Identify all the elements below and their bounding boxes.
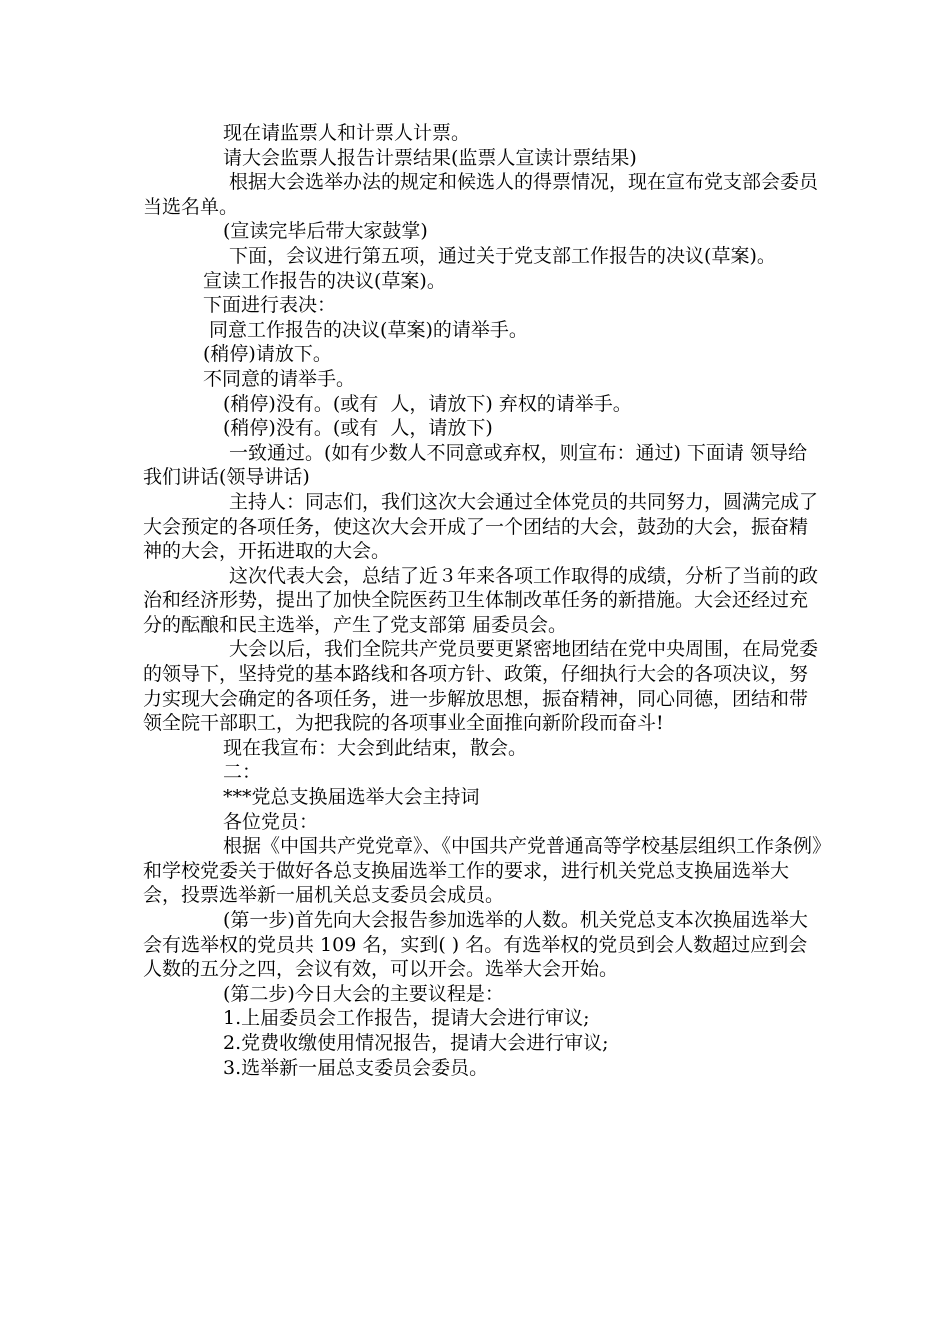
paragraph: 主持人：同志们，我们这次大会通过全体党员的共同努力，圆满完成了大会预定的各项任务，使这次大会开成了一个团结的大会，鼓劲的大会，振奋精神的大会，开拓进取的大会。 (143, 490, 819, 563)
paragraph: 一致通过。(如有少数人不同意或弃权，则宣布：通过) 下面请 领导给我们讲话(领导讲话) (143, 441, 807, 489)
paragraph: 宣读工作报告的决议(草案)。 (203, 269, 446, 292)
paragraph: 现在我宣布：大会到此结束，散会。 (223, 736, 528, 759)
paragraph: (宣读完毕后带大家鼓掌) (223, 220, 428, 243)
paragraph: 下面进行表决： (203, 294, 337, 317)
paragraph: 同意工作报告的决议(草案)的请举手。 (203, 318, 528, 341)
paragraph: 这次代表大会，总结了近３年来各项工作取得的成绩，分析了当前的政治和经济形势，提出了加快全院医药卫生体制改革任务的新措施。大会还经过充分的酝酿和民主选举，产生了党支部第 届委员会。 (143, 564, 819, 636)
paragraph: (稍停)没有。(或有 人，请放下) (223, 417, 493, 440)
paragraph: (稍停)没有。(或有 人，请放下) 弃权的请举手。 (223, 392, 632, 415)
agenda-item: 2.党费收缴使用情况报告，提请大会进行审议; (223, 1031, 609, 1054)
paragraph: 根据《中国共产党党章》、《中国共产党普通高等学校基层组织工作条例》和学校党委关于做好各总支换届选举工作的要求，进行机关党总支换届选举大会，投票选举新一届机关总支委员会成员。 (143, 835, 822, 907)
paragraph: 请大会监票人报告计票结果(监票人宣读计票结果) (223, 146, 637, 169)
paragraph: (稍停)请放下。 (203, 343, 332, 366)
section-number: 二： (223, 761, 262, 784)
agenda-item: 3.选举新一届总支委员会委员。 (223, 1056, 489, 1079)
paragraph: 根据大会选举办法的规定和候选人的得票情况，现在宣布党支部会委员当选名单。 (143, 171, 819, 218)
paragraph: 下面，会议进行第五项，通过关于党支部工作报告的决议(草案)。 (223, 244, 776, 267)
paragraph: 现在请监票人和计票人计票。 (223, 122, 471, 144)
paragraph: 不同意的请举手。 (203, 367, 356, 390)
section-title: ***党总支换届选举大会主持词 (223, 786, 480, 809)
document-body (143, 121, 823, 1080)
paragraph: (第一步)首先向大会报告参加选举的人数。机关党总支本次换届选举大会有选举权的党员共 109 名，实到( ) 名。有选举权的党员到会人数超过应到会人数的五分之四，会议有效，可以开会。选举大会开始。 (143, 909, 808, 981)
paragraph: 大会以后，我们全院共产党员要更紧密地团结在党中央周围，在局党委的领导下，坚持党的基本路线和各项方针、政策，仔细执行大会的各项决议，努力实现大会确定的各项任务，进一步解放思想，振奋精神，同心同德，团结和带领全院干部职工，为把我院的各项事业全面推向新阶段而奋斗! (143, 638, 819, 735)
paragraph: (第二步)今日大会的主要议程是： (223, 982, 504, 1005)
agenda-item: 1.上届委员会工作报告，提请大会进行审议; (223, 1007, 590, 1030)
salutation: 各位党员： (223, 810, 319, 833)
